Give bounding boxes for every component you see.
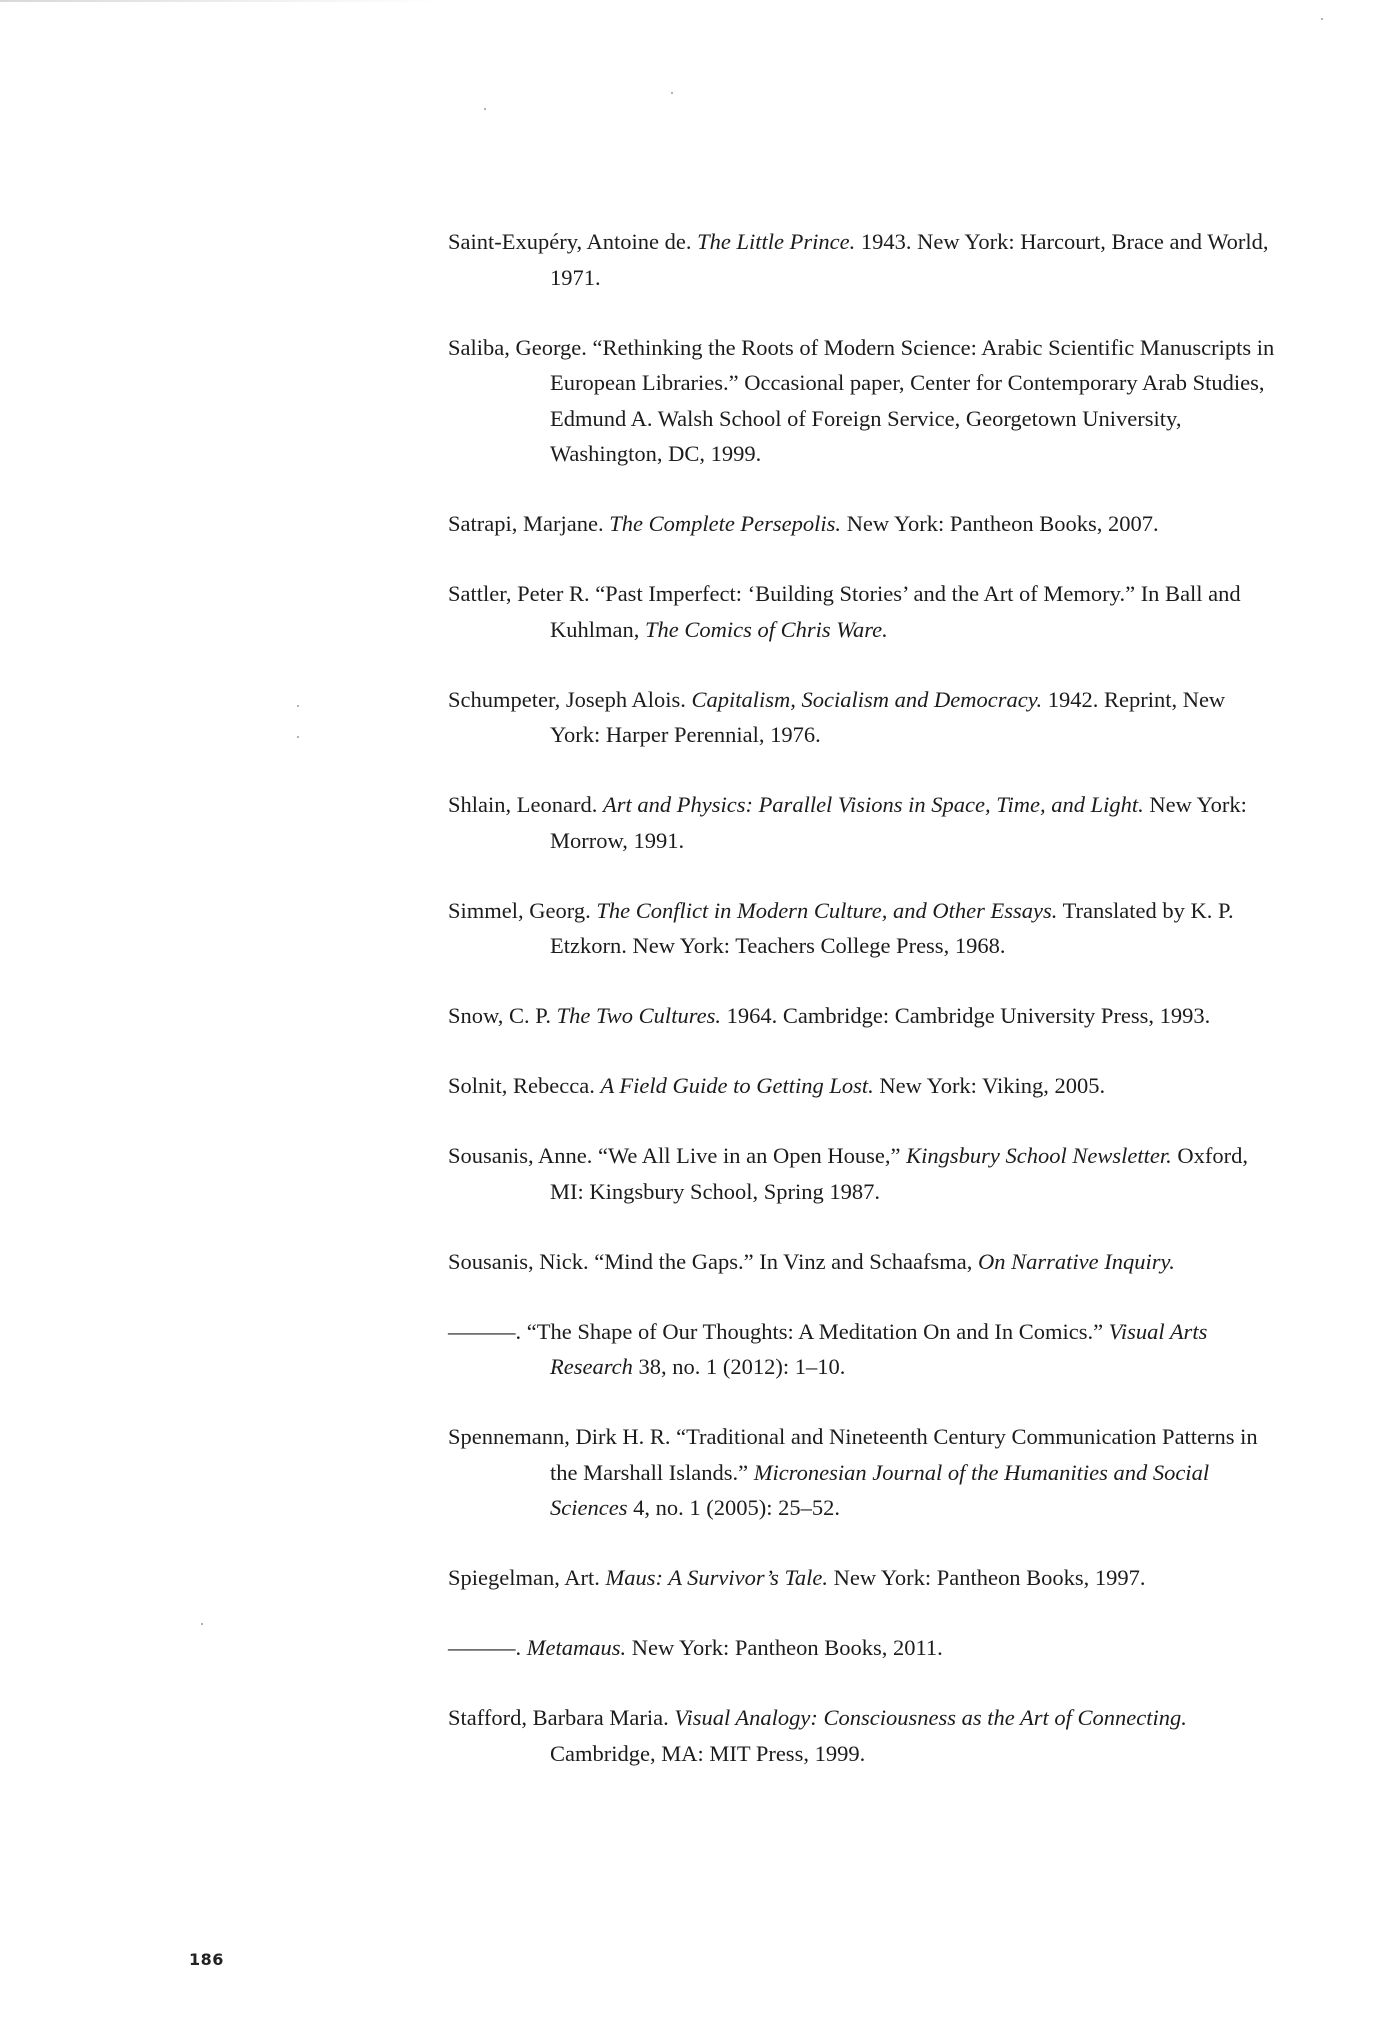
entry-title: The Comics of Chris Ware. — [645, 616, 888, 642]
entry-author-text: ———. — [448, 1635, 527, 1660]
entry-title: Capitalism, Socialism and Democracy. — [691, 686, 1043, 712]
bibliography-entry — [448, 682, 1278, 753]
bibliography-entry — [448, 1700, 1278, 1771]
bibliography-entry — [448, 787, 1278, 858]
entry-author-text: Saliba, George. “Rethinking the Roots of Modern Science: Arabic Scientific Manuscripts in European Libraries.” Occasional paper, Center for Contemporary Arab Studies, Edmund A. Walsh School of Foreign Service, Georgetown University, Washington, DC, 1999. — [448, 334, 1275, 466]
entry-publication-text: Oxford, MI: Kingsbury School, Spring 1987. — [550, 1143, 1248, 1204]
entry-publication-text: Translated by K. P. Etzkorn. New York: Teachers College Press, 1968. — [550, 897, 1234, 958]
bibliography-entry — [448, 893, 1278, 964]
entry-title: Art and Physics: Parallel Visions in Space, Time, and Light. — [602, 792, 1144, 817]
entry-title: Maus: A Survivor’s Tale. — [605, 1565, 829, 1590]
entry-title: Visual Analogy: Consciousness as the Art of Connecting. — [674, 1705, 1187, 1730]
entry-publication-text: 1943. New York: Harcourt, Brace and World, 1971. — [550, 229, 1269, 290]
bibliography-entry — [448, 998, 1278, 1034]
entry-author-text: Schumpeter, Joseph Alois. — [448, 686, 692, 712]
entry-title: A Field Guide to Getting Lost. — [600, 1073, 874, 1098]
bibliography-entry — [448, 506, 1278, 542]
entry-publication-text: New York: Viking, 2005. — [873, 1073, 1106, 1098]
entry-publication-text: 4, no. 1 (2005): 25–52. — [627, 1495, 840, 1520]
entry-publication-text: 1964. Cambridge: Cambridge University Press, 1993. — [720, 1003, 1211, 1028]
entry-title: Micronesian Journal of the Humanities and Social Sciences — [550, 1459, 1210, 1520]
entry-author-text: Saint-Exupéry, Antoine de. — [448, 229, 698, 254]
entry-title: Visual Arts Research — [550, 1318, 1208, 1379]
entry-author-text: Snow, C. P. — [448, 1003, 557, 1028]
entry-author-text: ———. “The Shape of Our Thoughts: A Meditation On and In Comics.” — [448, 1318, 1109, 1344]
entry-title: Kingsbury School Newsletter. — [906, 1143, 1172, 1168]
bibliography-entry — [448, 1314, 1278, 1385]
entry-title: The Complete Persepolis. — [609, 511, 842, 536]
page-number: 186 — [189, 1950, 224, 1969]
entry-title: The Little Prince. — [697, 229, 856, 254]
entry-author-text: Shlain, Leonard. — [448, 792, 603, 817]
entry-author-text: Simmel, Georg. — [448, 897, 597, 923]
scan-edge-shadow — [0, 0, 440, 2]
entry-author-text: Sousanis, Nick. “Mind the Gaps.” In Vinz and Schaafsma, — [448, 1248, 979, 1274]
entry-title: Metamaus. — [526, 1635, 627, 1660]
entry-author-text: Spiegelman, Art. — [448, 1565, 606, 1590]
entry-author-text: Stafford, Barbara Maria. — [448, 1705, 675, 1730]
entry-publication-text: New York: Pantheon Books, 2011. — [626, 1635, 943, 1660]
entry-publication-text: Cambridge, MA: MIT Press, 1999. — [550, 1740, 866, 1766]
bibliography-entry — [448, 576, 1278, 647]
entry-publication-text: 1942. Reprint, New York: Harper Perennial, 1976. — [550, 686, 1226, 747]
bibliography-entry — [448, 1560, 1278, 1596]
entry-title: The Two Cultures. — [556, 1003, 721, 1028]
scan-speck — [297, 736, 299, 738]
entry-author-text: Sattler, Peter R. “Past Imperfect: ‘Building Stories’ and the Art of Memory.” In Ball and Kuhlman, — [448, 581, 1241, 642]
bibliography-entry — [448, 1138, 1278, 1209]
scan-speck — [201, 1623, 203, 1625]
entry-publication-text: New York: Pantheon Books, 2007. — [841, 511, 1159, 536]
scan-speck — [671, 92, 673, 94]
entry-publication-text: New York: Morrow, 1991. — [550, 792, 1247, 853]
bibliography-entry — [448, 1068, 1278, 1104]
bibliography-entry — [448, 224, 1278, 295]
entry-author-text: Sousanis, Anne. “We All Live in an Open House,” — [448, 1143, 907, 1168]
scan-speck — [1321, 18, 1323, 20]
scan-speck — [484, 108, 486, 110]
entry-publication-text: 38, no. 1 (2012): 1–10. — [632, 1354, 846, 1379]
entry-author-text: Solnit, Rebecca. — [448, 1073, 601, 1098]
entry-title: On Narrative Inquiry. — [978, 1248, 1175, 1274]
entry-publication-text: New York: Pantheon Books, 1997. — [828, 1565, 1146, 1590]
bibliography-list — [448, 224, 1278, 1806]
entry-author-text: Spennemann, Dirk H. R. “Traditional and Nineteenth Century Communication Patterns in the Marshall Islands.” — [448, 1424, 1258, 1485]
entry-title: The Conflict in Modern Culture, and Other Essays. — [596, 897, 1058, 923]
bibliography-entry — [448, 1630, 1278, 1666]
bibliography-entry — [448, 1244, 1278, 1280]
entry-author-text: Satrapi, Marjane. — [448, 511, 610, 536]
bibliography-entry — [448, 1419, 1278, 1526]
bibliography-entry — [448, 330, 1278, 472]
scan-speck — [297, 705, 299, 707]
